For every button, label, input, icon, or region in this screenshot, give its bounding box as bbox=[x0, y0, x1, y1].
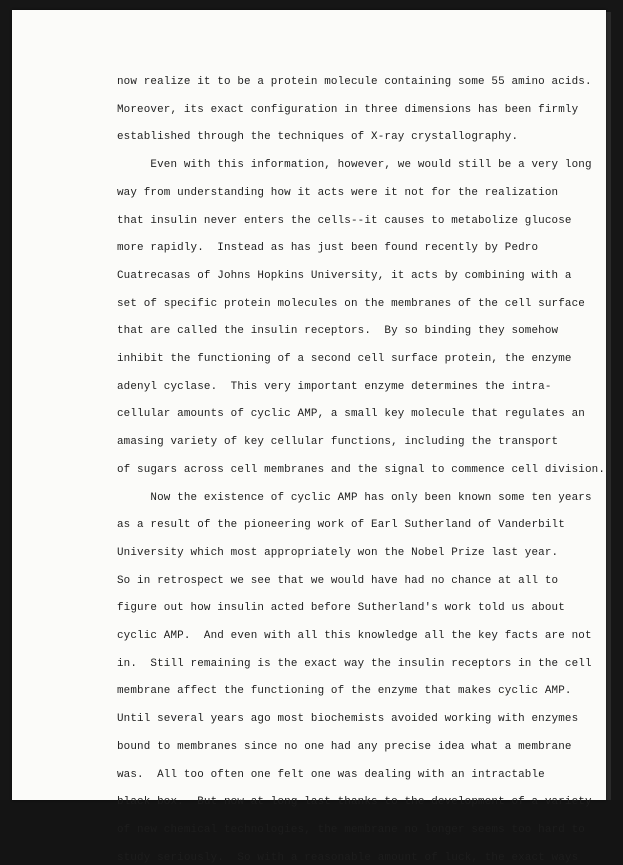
text-line: inhibit the functioning of a second cell surface protein, the enzyme bbox=[117, 353, 572, 365]
text-line: bound to membranes since no one had any precise idea what a membrane bbox=[117, 740, 572, 753]
text-line: Even with this information, however, we would still be a very long bbox=[117, 159, 592, 172]
text-line: in. Still remaining is the exact way the insulin receptors in the cell bbox=[117, 657, 592, 670]
text-line: cyclic AMP. And even with all this knowledge all the key facts are not bbox=[117, 630, 592, 642]
text-line: cellular amounts of cyclic AMP, a small key molecule that regulates an bbox=[117, 408, 585, 421]
text-line: Cuatrecasas of Johns Hopkins University, it acts by combining with a bbox=[117, 269, 572, 282]
text-line: study seriously. So with a reasonable amount of luck, the exact ways bbox=[117, 851, 579, 864]
text-line: University which most appropriately won the Nobel Prize last year. bbox=[117, 546, 559, 559]
text-line: membrane affect the functioning of the enzyme that makes cyclic AMP. bbox=[117, 685, 572, 698]
paper-shadow-edge bbox=[606, 12, 611, 800]
text-line: Moreover, its exact configuration in three dimensions has been firmly bbox=[117, 103, 579, 116]
typed-page bbox=[12, 10, 606, 800]
text-line: Until several years ago most biochemists avoided working with enzymes bbox=[117, 713, 579, 726]
text-line: now realize it to be a protein molecule containing some 55 amino acids. bbox=[117, 76, 592, 88]
text-line: So in retrospect we see that we would have had no chance at all to bbox=[117, 574, 559, 587]
text-line: black box. But now at long last thanks to the development of a variety bbox=[117, 796, 592, 809]
text-line: as a result of the pioneering work of Earl Sutherland of Vanderbilt bbox=[117, 519, 565, 532]
text-line: was. All too often one felt one was dealing with an intractable bbox=[117, 768, 545, 781]
text-line: way from understanding how it acts were it not for the realization bbox=[117, 186, 559, 199]
text-line: Now the existence of cyclic AMP has only been known some ten years bbox=[117, 491, 592, 504]
text-line: that insulin never enters the cells--it causes to metabolize glucose bbox=[117, 214, 572, 227]
text-line: amasing variety of key cellular functions, including the transport bbox=[117, 436, 559, 449]
text-line: of sugars across cell membranes and the signal to commence cell division. bbox=[117, 463, 606, 476]
text-line: established through the techniques of X-ray crystallography. bbox=[117, 131, 519, 144]
text-line: that are called the insulin receptors. By so binding they somehow bbox=[117, 325, 559, 338]
text-line: adenyl cyclase. This very important enzyme determines the intra- bbox=[117, 380, 552, 393]
text-line: figure out how insulin acted before Sutherland's work told us about bbox=[117, 602, 565, 615]
text-line: of new chemical technologies, the membrane no longer seems too hard to bbox=[117, 823, 585, 836]
text-line: set of specific protein molecules on the membranes of the cell surface bbox=[117, 297, 585, 310]
text-line: more rapidly. Instead as has just been found recently by Pedro bbox=[117, 242, 539, 255]
